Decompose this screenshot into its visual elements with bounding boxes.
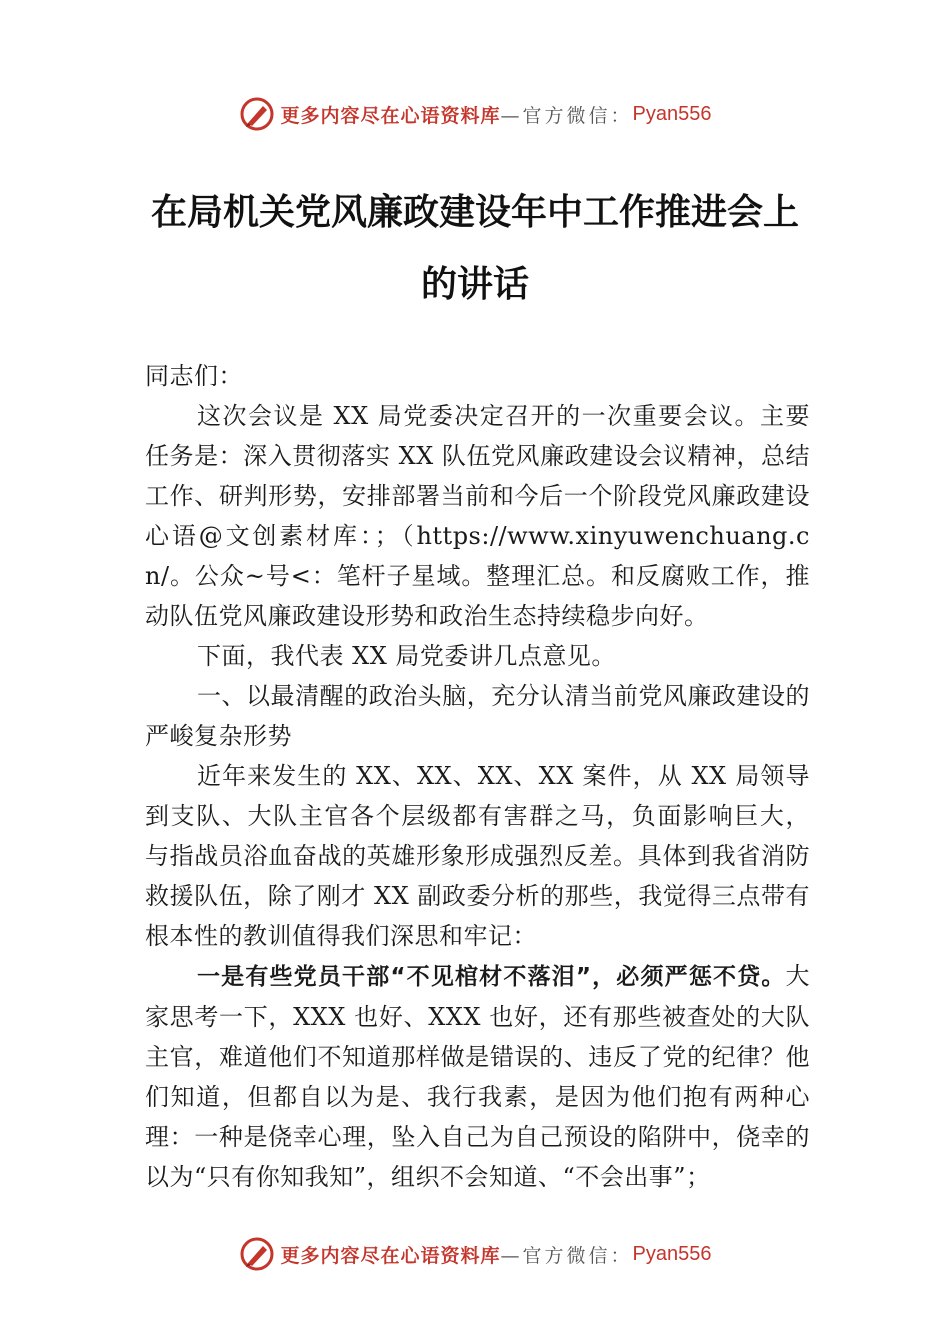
paragraph-opinion: 下面，我代表 XX 局党委讲几点意见。 — [197, 642, 616, 670]
header-banner-account: Pyan556 — [632, 102, 712, 125]
title-line-1: 在局机关党风廉政建设年中工作推进会上 — [150, 191, 799, 233]
pen-logo-icon — [239, 1236, 275, 1272]
title-line-2: 的讲话 — [420, 263, 529, 305]
paragraph-intro: 这次会议是 XX 局党委决定召开的一次重要会议。主要任务是：深入贯彻落实 XX 队伍党风廉政建设会议精神，总结工作、研判形势，安排部署当前和今后一个阶段党风廉政建设心语@文创素材库：；（https://www.xinyuwenchuang.cn/。公众~号<：笔杆子星域。整理汇总。和反腐败工作，推动队伍党风廉政建设形势和政治生态持续稳步向好。 — [145, 402, 810, 630]
footer-banner-lead: 更多内容尽在心语资料库 — [280, 1244, 501, 1267]
paragraph-cases: 近年来发生的 XX、XX、XX、XX 案件，从 XX 局领导到支队、大队主官各个层级都有害群之马，负面影响巨大， 与指战员浴血奋战的英雄形象形成强烈反差。具体到我省消防救援队伍，除了刚才 XX 副政委分析的那些，我觉得三点带有根本性的教训值得我们深思和牢记： — [145, 762, 810, 950]
point-one-body: 大家思考一下，XXX 也好、XXX 也好，还有那些被查处的大队主官，难道他们不知道那样做是错误的、违反了党的纪律？他们知道，但都自以为是、我行我素，是因为他们抱有两种心理：一种是侥幸心理，坠入自己为自己预设的陷阱中，侥幸的以为“只有你知我知”，组织不会知道、“不会出事”； — [145, 962, 810, 1191]
footer-banner-mid: —官方微信： — [500, 1244, 633, 1267]
header-banner — [0, 92, 950, 136]
footer-banner — [0, 1232, 950, 1276]
header-banner-mid: —官方微信： — [500, 104, 633, 127]
paragraph-point-one — [145, 956, 810, 1197]
document-title — [80, 176, 870, 320]
header-banner-lead: 更多内容尽在心语资料库 — [280, 104, 501, 127]
pen-logo-icon — [239, 96, 275, 132]
section-heading-one: 一、以最清醒的政治头脑，充分认清当前党风廉政建设的严峻复杂形势 — [145, 682, 810, 750]
footer-banner-account: Pyan556 — [632, 1242, 712, 1265]
document-body — [145, 356, 810, 1197]
point-one-heading: 一是有些党员干部“不见棺材不落泪”，必须严惩不贷。 — [197, 964, 786, 990]
salutation: 同志们： — [145, 362, 243, 390]
